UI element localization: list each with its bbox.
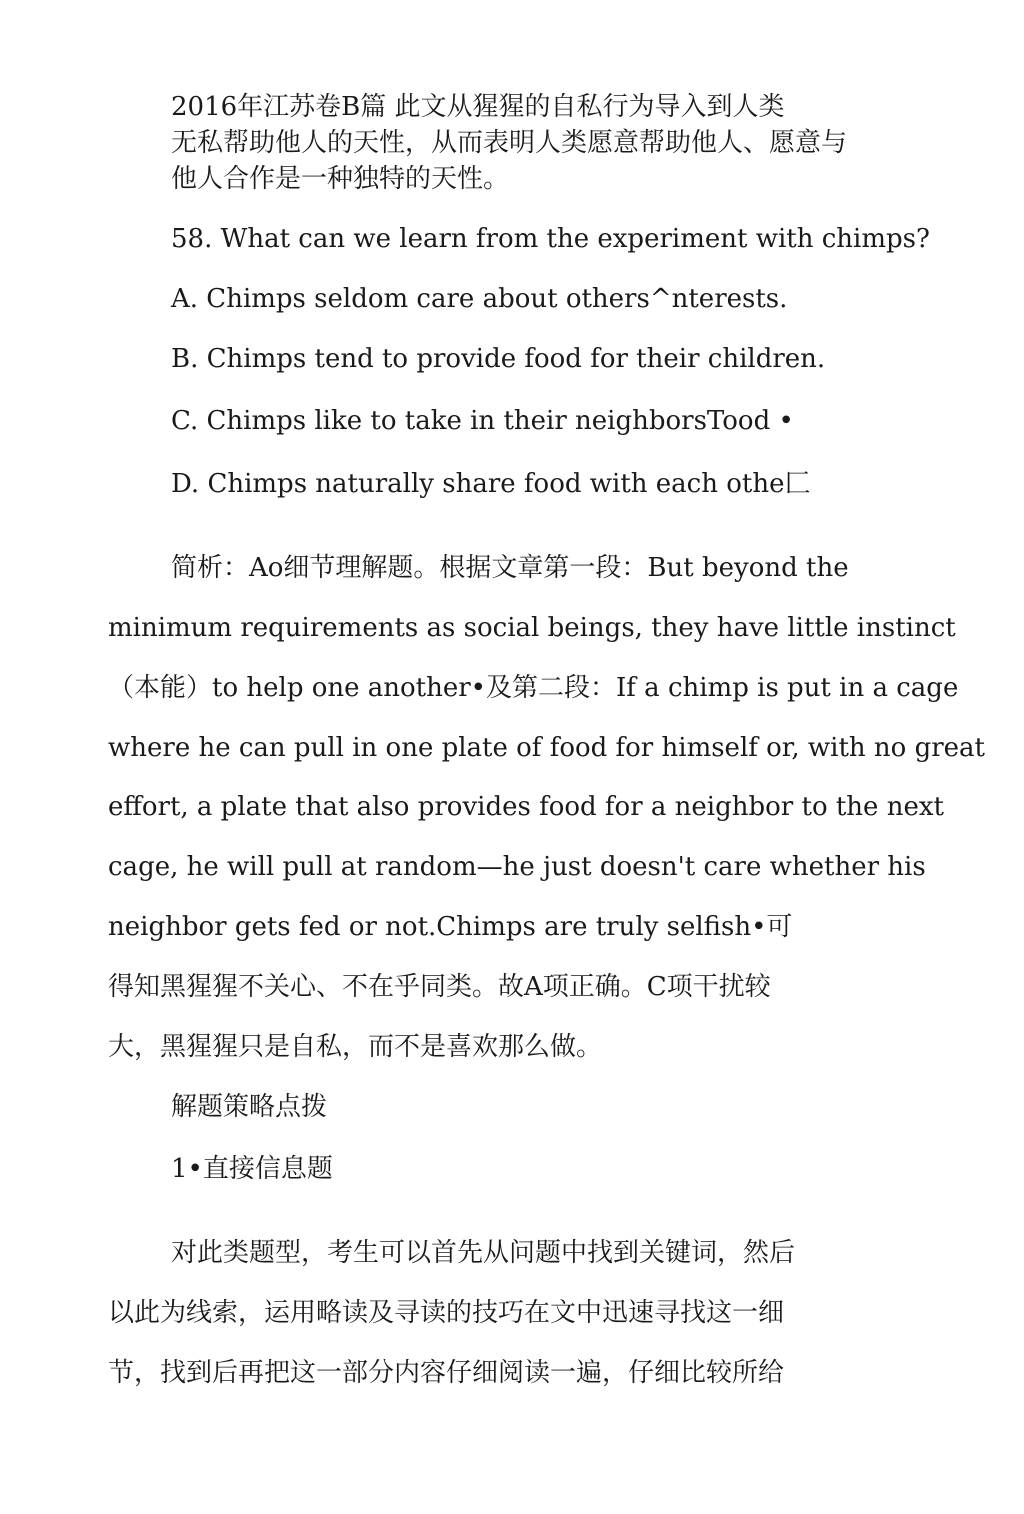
- intro-line-2: 无私帮助他人的天性，从而表明人类愿意帮助他人、愿意与: [171, 128, 848, 158]
- option-d: D. Chimps naturally share food with each othe匚: [171, 469, 811, 499]
- option-b: B. Chimps tend to provide food for their children.: [171, 344, 826, 374]
- analysis-line-5: effort, a plate that also provides food for a neighbor to the next: [108, 792, 944, 822]
- strategy-heading: 解题策略点拨: [171, 1092, 328, 1122]
- strategy-line-3: 节，找到后再把这一部分内容仔细阅读一遍，仔细比较所给: [108, 1358, 785, 1388]
- analysis-line-9: 大，黑猩猩只是自私，而不是喜欢那么做。: [108, 1032, 603, 1062]
- option-c: C. Chimps like to take in their neighborsTood •: [171, 406, 794, 436]
- analysis-line-1: 简析：Ao细节理解题。根据文章第一段：But beyond the: [171, 553, 849, 583]
- strategy-line-2: 以此为线索，运用略读及寻读的技巧在文中迅速寻找这一细: [108, 1298, 785, 1328]
- analysis-line-8: 得知黑猩猩不关心、不在乎同类。故A项正确。C项干扰较: [108, 972, 771, 1002]
- analysis-line-7: neighbor gets fed or not.Chimps are truly selfish•可: [108, 912, 793, 942]
- question-text: 58. What can we learn from the experiment with chimps?: [171, 224, 930, 254]
- analysis-line-4: where he can pull in one plate of food for himself or, with no great: [108, 733, 986, 763]
- strategy-line-1: 对此类题型，考生可以首先从问题中找到关键词，然后: [171, 1238, 796, 1268]
- option-a: A. Chimps seldom care about others^nterests.: [171, 284, 788, 314]
- intro-line-1: 2016年江苏卷B篇 此文从猩猩的自私行为导入到人类: [171, 92, 785, 122]
- section-heading: 1•直接信息题: [171, 1154, 333, 1184]
- analysis-line-3: （本能）to help one another•及第二段：If a chimp is put in a cage: [108, 673, 959, 703]
- analysis-line-2: minimum requirements as social beings, they have little instinct: [108, 613, 956, 643]
- analysis-line-6: cage, he will pull at random—he just doesn't care whether his: [108, 852, 926, 882]
- intro-line-3: 他人合作是一种独特的天性。: [171, 164, 510, 194]
